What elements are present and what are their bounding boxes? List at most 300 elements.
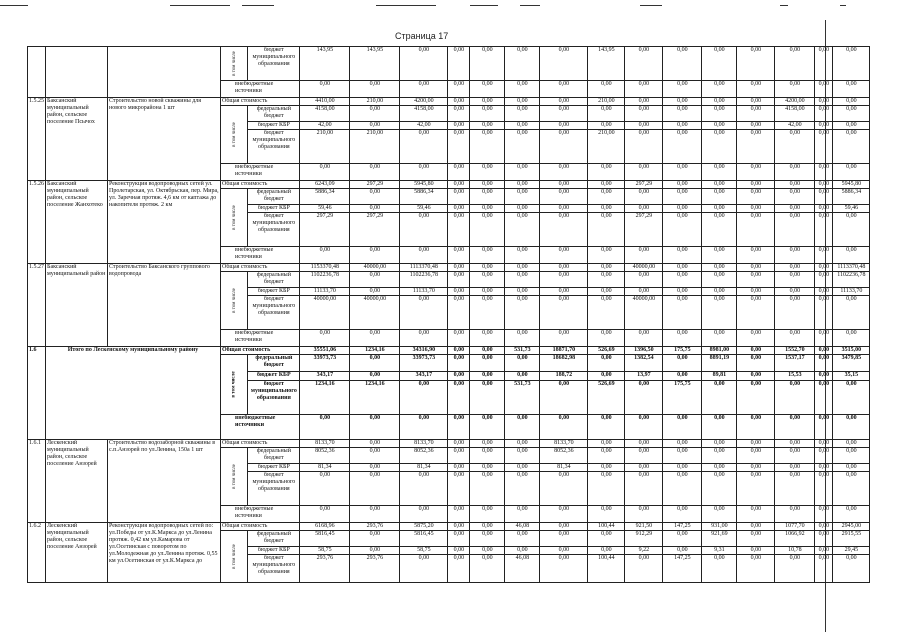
value-cell: 0,00 <box>833 381 870 415</box>
value-cell: 0,00 <box>702 440 737 448</box>
value-cell: 8133,70 <box>400 440 448 448</box>
value-cell: 0,00 <box>588 205 625 213</box>
value-cell: 0,00 <box>448 464 470 472</box>
value-cell: 0,00 <box>540 106 588 122</box>
in-that-number-text: в том числе <box>231 544 237 569</box>
table-row <box>28 347 870 355</box>
in-that-number-vertical-label <box>221 448 248 506</box>
value-cell: 0,00 <box>775 440 815 448</box>
value-cell: 0,00 <box>737 531 775 547</box>
value-cell: 100,44 <box>588 523 625 531</box>
table-row <box>28 264 870 272</box>
value-cell: 81,34 <box>540 464 588 472</box>
value-cell: 40000,00 <box>300 296 350 330</box>
value-cell: 2945,00 <box>833 523 870 531</box>
value-cell: 0,00 <box>702 106 737 122</box>
row-label: Общая стоимость <box>221 440 300 448</box>
row-label: бюджет КБР <box>248 122 300 130</box>
value-cell: 0,00 <box>625 555 663 583</box>
value-cell: 0,00 <box>663 247 702 264</box>
value-cell: 0,00 <box>448 506 470 523</box>
value-cell: 0,00 <box>470 81 505 98</box>
value-cell: 0,00 <box>815 381 833 415</box>
value-cell: 0,00 <box>470 555 505 583</box>
value-cell: 0,00 <box>775 81 815 98</box>
value-cell: 0,00 <box>588 213 625 247</box>
in-that-number-vertical-label <box>221 355 248 415</box>
object-description-cell: Строительство водозаборной скважины в с.п.Анзорей по ул.Ленина, 150а 1 шт <box>108 440 221 523</box>
value-cell: 0,00 <box>448 272 470 288</box>
value-cell: 0,00 <box>663 189 702 205</box>
value-cell: 0,00 <box>737 189 775 205</box>
value-cell: 0,00 <box>540 130 588 164</box>
value-cell: 0,00 <box>400 164 448 181</box>
value-cell: 0,00 <box>702 264 737 272</box>
value-cell: 0,00 <box>400 47 448 81</box>
value-cell: 175,75 <box>663 381 702 415</box>
value-cell: 0,00 <box>815 122 833 130</box>
value-cell: 0,00 <box>540 264 588 272</box>
value-cell: 0,00 <box>702 288 737 296</box>
value-cell: 0,00 <box>350 122 400 130</box>
row-number: 1.6.2 <box>28 523 46 583</box>
value-cell: 0,00 <box>300 506 350 523</box>
value-cell: 0,00 <box>448 288 470 296</box>
value-cell: 0,00 <box>815 264 833 272</box>
value-cell: 18682,98 <box>540 355 588 372</box>
value-cell: 0,00 <box>625 205 663 213</box>
value-cell: 0,00 <box>588 164 625 181</box>
value-cell: 0,00 <box>625 164 663 181</box>
value-cell: 0,00 <box>540 531 588 547</box>
value-cell: 1102236,78 <box>833 272 870 288</box>
value-cell: 0,00 <box>815 288 833 296</box>
value-cell: 921,50 <box>625 523 663 531</box>
value-cell: 6243,09 <box>300 181 350 189</box>
value-cell: 0,00 <box>663 547 702 555</box>
value-cell: 0,00 <box>775 472 815 506</box>
value-cell: 0,00 <box>470 372 505 381</box>
value-cell: 0,00 <box>775 415 815 440</box>
value-cell: 0,00 <box>350 415 400 440</box>
value-cell: 0,00 <box>470 98 505 106</box>
value-cell: 0,00 <box>702 415 737 440</box>
value-cell: 0,00 <box>588 264 625 272</box>
row-number: 1.6.1 <box>28 440 46 523</box>
page-title: Страница 17 <box>395 31 449 41</box>
value-cell: 0,00 <box>448 213 470 247</box>
value-cell: 18871,70 <box>540 347 588 355</box>
value-cell: 8891,19 <box>702 355 737 372</box>
value-cell: 0,00 <box>737 440 775 448</box>
value-cell: 0,00 <box>737 330 775 347</box>
value-cell: 5886,34 <box>400 189 448 205</box>
value-cell: 0,00 <box>625 272 663 288</box>
value-cell: 59,46 <box>400 205 448 213</box>
value-cell: 526,69 <box>588 347 625 355</box>
value-cell: 0,00 <box>625 381 663 415</box>
value-cell: 0,00 <box>505 464 540 472</box>
row-label: бюджет муниципального образования <box>248 472 300 506</box>
value-cell: 0,00 <box>815 189 833 205</box>
value-cell: 0,00 <box>470 272 505 288</box>
value-cell: 0,00 <box>663 464 702 472</box>
value-cell: 0,00 <box>448 523 470 531</box>
value-cell: 0,00 <box>702 330 737 347</box>
table-row <box>28 98 870 106</box>
value-cell: 0,00 <box>448 205 470 213</box>
value-cell: 0,00 <box>815 247 833 264</box>
value-cell: 0,00 <box>833 106 870 122</box>
in-that-number-vertical-label <box>221 106 248 164</box>
value-cell: 0,00 <box>470 547 505 555</box>
value-cell: 3479,85 <box>833 355 870 372</box>
value-cell: 0,00 <box>833 506 870 523</box>
value-cell: 0,00 <box>663 506 702 523</box>
object-description-cell: Реконструкция водопроводных сетей по: ул.Победы от ул.К.Маркса до ул.Ленина протяж. 0,42 км ул.Камарова от ул.Осетинская с поворотом по ул.Молодежная до ул.Ленина протяж. 0,55 км ул.Осетинская от ул.К.Маркса до <box>108 523 221 583</box>
value-cell: 0,00 <box>833 464 870 472</box>
value-cell: 0,00 <box>470 381 505 415</box>
value-cell: 0,00 <box>663 106 702 122</box>
value-cell: 0,00 <box>540 205 588 213</box>
value-cell: 8052,36 <box>300 448 350 464</box>
value-cell: 6168,96 <box>300 523 350 531</box>
value-cell: 0,00 <box>588 547 625 555</box>
value-cell: 0,00 <box>505 448 540 464</box>
value-cell: 0,00 <box>625 506 663 523</box>
value-cell: 147,25 <box>663 523 702 531</box>
value-cell: 1113370,48 <box>833 264 870 272</box>
value-cell: 531,73 <box>505 381 540 415</box>
value-cell: 0,00 <box>663 122 702 130</box>
value-cell: 0,00 <box>737 472 775 506</box>
value-cell: 0,00 <box>470 130 505 164</box>
value-cell: 0,00 <box>505 372 540 381</box>
value-cell: 0,00 <box>702 205 737 213</box>
value-cell: 0,00 <box>833 122 870 130</box>
value-cell: 0,00 <box>505 330 540 347</box>
value-cell: 0,00 <box>470 506 505 523</box>
value-cell: 29,45 <box>833 547 870 555</box>
value-cell: 0,00 <box>775 164 815 181</box>
value-cell: 0,00 <box>448 355 470 372</box>
value-cell: 0,00 <box>702 247 737 264</box>
value-cell: 1396,50 <box>625 347 663 355</box>
row-label: бюджет КБР <box>248 464 300 472</box>
value-cell: 0,00 <box>625 472 663 506</box>
value-cell: 0,00 <box>737 415 775 440</box>
value-cell: 0,00 <box>505 81 540 98</box>
value-cell: 0,00 <box>737 181 775 189</box>
value-cell: 0,00 <box>540 288 588 296</box>
value-cell: 1113370,48 <box>400 264 448 272</box>
value-cell: 0,00 <box>350 472 400 506</box>
value-cell: 0,00 <box>505 47 540 81</box>
value-cell: 0,00 <box>448 81 470 98</box>
value-cell: 0,00 <box>470 213 505 247</box>
value-cell: 8052,36 <box>400 448 448 464</box>
total-label: Итого по Лескенскому муниципальному району <box>46 347 221 440</box>
value-cell: 0,00 <box>470 415 505 440</box>
value-cell: 0,00 <box>625 81 663 98</box>
value-cell: 0,00 <box>833 330 870 347</box>
row-number: 1.5.26 <box>28 181 46 264</box>
value-cell: 0,00 <box>588 464 625 472</box>
value-cell: 0,00 <box>448 106 470 122</box>
value-cell: 40000,00 <box>350 296 400 330</box>
row-label: бюджет КБР <box>248 288 300 296</box>
value-cell: 0,00 <box>815 47 833 81</box>
value-cell: 0,00 <box>833 440 870 448</box>
value-cell: 58,75 <box>400 547 448 555</box>
row-label: бюджет муниципального образования <box>248 47 300 81</box>
value-cell: 0,00 <box>702 506 737 523</box>
value-cell: 0,00 <box>540 47 588 81</box>
value-cell: 0,00 <box>540 181 588 189</box>
value-cell: 0,00 <box>833 164 870 181</box>
value-cell: 0,00 <box>350 355 400 372</box>
value-cell: 0,00 <box>775 555 815 583</box>
value-cell: 0,00 <box>400 415 448 440</box>
value-cell: 0,00 <box>505 181 540 189</box>
value-cell: 0,00 <box>737 164 775 181</box>
value-cell: 0,00 <box>448 330 470 347</box>
value-cell: 0,00 <box>470 189 505 205</box>
value-cell: 0,00 <box>505 506 540 523</box>
value-cell: 0,00 <box>702 98 737 106</box>
value-cell: 4158,00 <box>300 106 350 122</box>
row-label: бюджет муниципального образования <box>248 381 300 415</box>
value-cell: 0,00 <box>470 247 505 264</box>
value-cell: 0,00 <box>350 205 400 213</box>
value-cell: 0,00 <box>815 547 833 555</box>
row-label: бюджет КБР <box>248 372 300 381</box>
value-cell: 0,00 <box>833 415 870 440</box>
value-cell: 0,00 <box>833 247 870 264</box>
value-cell: 0,00 <box>737 130 775 164</box>
value-cell: 0,00 <box>350 106 400 122</box>
value-cell: 0,00 <box>833 296 870 330</box>
value-cell: 0,00 <box>663 472 702 506</box>
value-cell: 0,00 <box>702 130 737 164</box>
value-cell: 1234,16 <box>350 381 400 415</box>
value-cell: 0,00 <box>625 189 663 205</box>
value-cell: 3515,00 <box>833 347 870 355</box>
value-cell: 0,00 <box>505 164 540 181</box>
value-cell: 0,00 <box>470 205 505 213</box>
value-cell: 210,00 <box>300 130 350 164</box>
value-cell: 0,00 <box>663 440 702 448</box>
value-cell: 0,00 <box>815 347 833 355</box>
value-cell: 0,00 <box>663 181 702 189</box>
value-cell: 0,00 <box>737 288 775 296</box>
value-cell: 188,72 <box>540 372 588 381</box>
value-cell: 0,00 <box>663 355 702 372</box>
value-cell: 0,00 <box>663 130 702 164</box>
value-cell: 5886,34 <box>833 189 870 205</box>
row-label: Общая стоимость <box>221 347 300 355</box>
row-number: 1.5.27 <box>28 264 46 347</box>
value-cell: 58,75 <box>300 547 350 555</box>
value-cell: 0,00 <box>833 130 870 164</box>
value-cell: 59,46 <box>300 205 350 213</box>
value-cell: 0,00 <box>588 189 625 205</box>
value-cell: 4410,00 <box>300 98 350 106</box>
value-cell: 210,00 <box>588 130 625 164</box>
organization-cell: Баксанский муниципальный район, сельское поселение Жанхотеко <box>46 181 108 264</box>
value-cell: 0,00 <box>737 122 775 130</box>
value-cell: 0,00 <box>540 555 588 583</box>
value-cell: 0,00 <box>775 464 815 472</box>
value-cell: 0,00 <box>702 448 737 464</box>
value-cell: 0,00 <box>505 98 540 106</box>
value-cell: 0,00 <box>815 415 833 440</box>
value-cell: 175,75 <box>663 347 702 355</box>
table-row <box>28 440 870 448</box>
value-cell: 0,00 <box>663 288 702 296</box>
value-cell: 0,00 <box>702 555 737 583</box>
value-cell: 147,25 <box>663 555 702 583</box>
row-label: внебюджетные источники <box>221 164 300 181</box>
value-cell: 0,00 <box>815 164 833 181</box>
value-cell: 0,00 <box>588 81 625 98</box>
value-cell: 0,00 <box>400 555 448 583</box>
value-cell: 0,00 <box>505 189 540 205</box>
value-cell: 0,00 <box>702 296 737 330</box>
value-cell: 0,00 <box>815 130 833 164</box>
table-row <box>28 47 870 81</box>
value-cell: 46,08 <box>505 555 540 583</box>
value-cell: 5875,20 <box>400 523 448 531</box>
value-cell: 0,00 <box>737 347 775 355</box>
value-cell: 0,00 <box>448 440 470 448</box>
value-cell: 0,00 <box>300 247 350 264</box>
value-cell: 0,00 <box>300 330 350 347</box>
value-cell: 0,00 <box>540 247 588 264</box>
value-cell: 0,00 <box>815 106 833 122</box>
object-description-cell: Строительство Баксанского группового водопровода <box>108 264 221 347</box>
value-cell: 0,00 <box>588 288 625 296</box>
value-cell: 0,00 <box>505 247 540 264</box>
value-cell: 0,00 <box>737 264 775 272</box>
value-cell: 0,00 <box>448 372 470 381</box>
value-cell: 0,00 <box>588 296 625 330</box>
value-cell: 0,00 <box>775 189 815 205</box>
value-cell: 4200,00 <box>400 98 448 106</box>
object-description-cell: Строительство новой скважины для нового микрорайона 1 шт <box>108 98 221 181</box>
value-cell: 1537,17 <box>775 355 815 372</box>
value-cell: 0,00 <box>702 381 737 415</box>
value-cell: 0,00 <box>588 181 625 189</box>
value-cell: 0,00 <box>833 448 870 464</box>
value-cell: 81,34 <box>300 464 350 472</box>
value-cell: 0,00 <box>505 288 540 296</box>
value-cell: 46,08 <box>505 523 540 531</box>
value-cell: 0,00 <box>815 296 833 330</box>
value-cell: 293,76 <box>300 555 350 583</box>
value-cell: 0,00 <box>470 264 505 272</box>
value-cell: 0,00 <box>588 415 625 440</box>
value-cell: 0,00 <box>448 47 470 81</box>
value-cell: 0,00 <box>588 472 625 506</box>
in-that-number-text: в том числе <box>231 122 237 147</box>
value-cell: 0,00 <box>400 247 448 264</box>
organization-cell: Баксанский муниципальный район, сельское поселение Псычох <box>46 98 108 181</box>
value-cell: 0,00 <box>737 506 775 523</box>
value-cell: 0,00 <box>350 531 400 547</box>
value-cell: 35551,06 <box>300 347 350 355</box>
in-that-number-vertical-label <box>221 272 248 330</box>
value-cell: 0,00 <box>737 98 775 106</box>
value-cell: 0,00 <box>448 164 470 181</box>
value-cell: 0,00 <box>400 330 448 347</box>
value-cell: 0,00 <box>470 122 505 130</box>
value-cell: 0,00 <box>702 472 737 506</box>
value-cell: 0,00 <box>400 130 448 164</box>
value-cell: 0,00 <box>737 381 775 415</box>
value-cell: 0,00 <box>588 506 625 523</box>
value-cell: 0,00 <box>702 189 737 205</box>
value-cell: 0,00 <box>737 448 775 464</box>
value-cell: 0,00 <box>702 122 737 130</box>
row-label: бюджет КБР <box>248 547 300 555</box>
value-cell: 0,00 <box>625 247 663 264</box>
table-row <box>28 181 870 189</box>
value-cell: 0,00 <box>775 130 815 164</box>
value-cell: 0,00 <box>540 213 588 247</box>
value-cell: 42,00 <box>400 122 448 130</box>
value-cell: 0,00 <box>663 296 702 330</box>
value-cell: 0,00 <box>737 47 775 81</box>
value-cell: 531,73 <box>505 347 540 355</box>
row-label: внебюджетные источники <box>221 330 300 347</box>
value-cell: 0,00 <box>625 122 663 130</box>
value-cell: 0,00 <box>737 547 775 555</box>
organization-cell: Лескенский муниципальный район, сельское поселение Анзорей <box>46 523 108 583</box>
value-cell: 297,29 <box>625 213 663 247</box>
value-cell: 11133,70 <box>300 288 350 296</box>
value-cell: 0,00 <box>775 288 815 296</box>
value-cell: 0,00 <box>775 181 815 189</box>
value-cell: 0,00 <box>815 81 833 98</box>
value-cell: 0,00 <box>737 81 775 98</box>
in-that-number-text: в том числе <box>231 371 237 398</box>
value-cell: 912,29 <box>625 531 663 547</box>
value-cell: 0,00 <box>775 247 815 264</box>
organization-cell: Баксанский муниципальный район <box>46 264 108 347</box>
value-cell: 143,95 <box>588 47 625 81</box>
value-cell: 0,00 <box>663 205 702 213</box>
value-cell: 0,00 <box>505 264 540 272</box>
value-cell: 11133,70 <box>833 288 870 296</box>
value-cell: 0,00 <box>625 47 663 81</box>
value-cell: 0,00 <box>505 547 540 555</box>
in-that-number-text: в том числе <box>231 51 237 76</box>
value-cell: 0,00 <box>300 415 350 440</box>
value-cell: 0,00 <box>702 272 737 288</box>
value-cell: 297,29 <box>300 213 350 247</box>
value-cell: 0,00 <box>775 47 815 81</box>
value-cell: 210,00 <box>350 130 400 164</box>
value-cell: 59,46 <box>833 205 870 213</box>
row-label: внебюджетные источники <box>221 506 300 523</box>
value-cell: 0,00 <box>588 122 625 130</box>
row-label: Общая стоимость <box>221 98 300 106</box>
value-cell: 0,00 <box>505 472 540 506</box>
in-that-number-text: в том числе <box>231 205 237 230</box>
value-cell: 0,00 <box>815 448 833 464</box>
value-cell: 0,00 <box>350 547 400 555</box>
